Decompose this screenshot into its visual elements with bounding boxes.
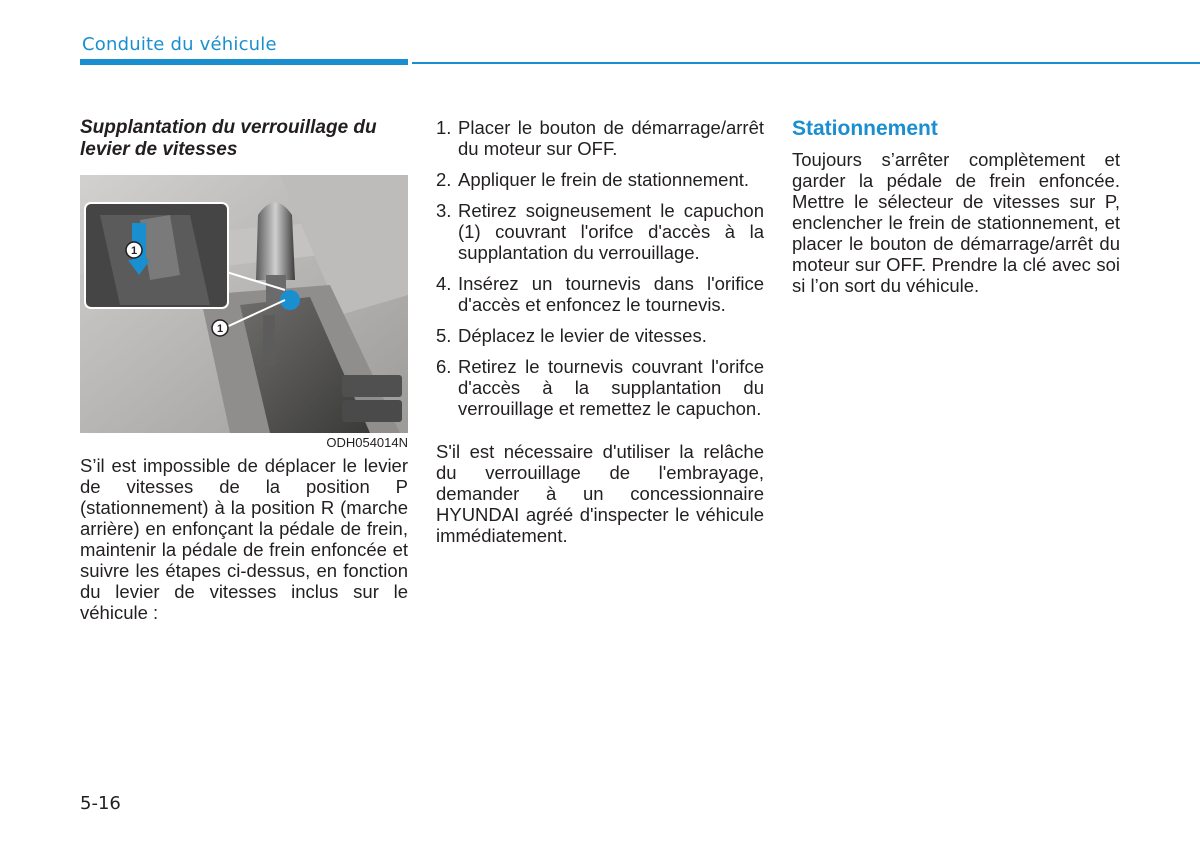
header-rule-thick — [80, 59, 408, 65]
step-text: Insérez un tournevis dans l'orifice d'accès et enfoncez le tournevis. — [458, 273, 764, 315]
step-number: 6. — [436, 356, 452, 377]
step-item — [436, 325, 764, 346]
step-item — [436, 356, 764, 419]
step-number: 3. — [436, 200, 452, 221]
step-item — [436, 273, 764, 315]
step-number: 5. — [436, 325, 452, 346]
figure-code: ODH054014N — [326, 435, 408, 450]
parking-heading: Stationnement — [792, 117, 938, 140]
left-body-text: S’il est impossible de déplacer le levier de vitesses de la position P (stationnement) à la position R (marche arrière) en enfonçant la pédale de frein, maintenir la pédale de frein enfoncée et suivre les étapes ci-dessus, en fonction du levier de vitesses inclus sur le véhicule : — [80, 455, 408, 623]
page-number: 5-16 — [80, 793, 121, 814]
callout-1-inset: 1 — [130, 245, 138, 257]
left-column — [80, 117, 408, 623]
step-text: Appliquer le frein de stationnement. — [458, 169, 750, 190]
shift-lever-photo — [80, 175, 408, 433]
step-text: Déplacez le levier de vitesses. — [458, 325, 707, 346]
procedure-steps — [436, 117, 764, 419]
header-rule-thin — [412, 62, 1200, 64]
callout-1-main: 1 — [216, 323, 224, 335]
step-number: 4. — [436, 273, 452, 294]
step-item — [436, 200, 764, 263]
step-number: 2. — [436, 169, 452, 190]
step-item — [436, 169, 764, 190]
step-item — [436, 117, 764, 159]
shift-lever-illustration — [80, 175, 408, 433]
parking-body-text: Toujours s’arrêter complètement et garder la pédale de frein enfoncée. Mettre le sélecteur de vitesses sur P, enclencher le frein de stationnement, et placer le bouton de démarrage/arrêt du moteur sur OFF. Prendre la clé avec soi si l’on sort du véhicule. — [792, 149, 1120, 296]
step-number: 1. — [436, 117, 452, 138]
section-heading: Supplantation du verrouillage du levier de vitesses — [80, 117, 377, 160]
step-text: Retirez soigneusement le capuchon (1) couvrant l'orifce d'accès à la supplantation du verrouillage. — [458, 200, 764, 263]
middle-column — [436, 117, 764, 565]
dealer-note: S'il est nécessaire d'utiliser la relâche du verrouillage de l'embrayage, demander à un concessionnaire HYUNDAI agréé d'inspecter le véhicule immédiatement. — [436, 441, 764, 546]
step-text: Retirez le tournevis couvrant l'orifce d'accès à la supplantation du verrouillage et remettez le capuchon. — [458, 356, 764, 419]
right-column — [792, 117, 1120, 296]
step-text: Placer le bouton de démarrage/arrêt du moteur sur OFF. — [458, 117, 764, 159]
running-header: Conduite du véhicule — [82, 34, 277, 55]
